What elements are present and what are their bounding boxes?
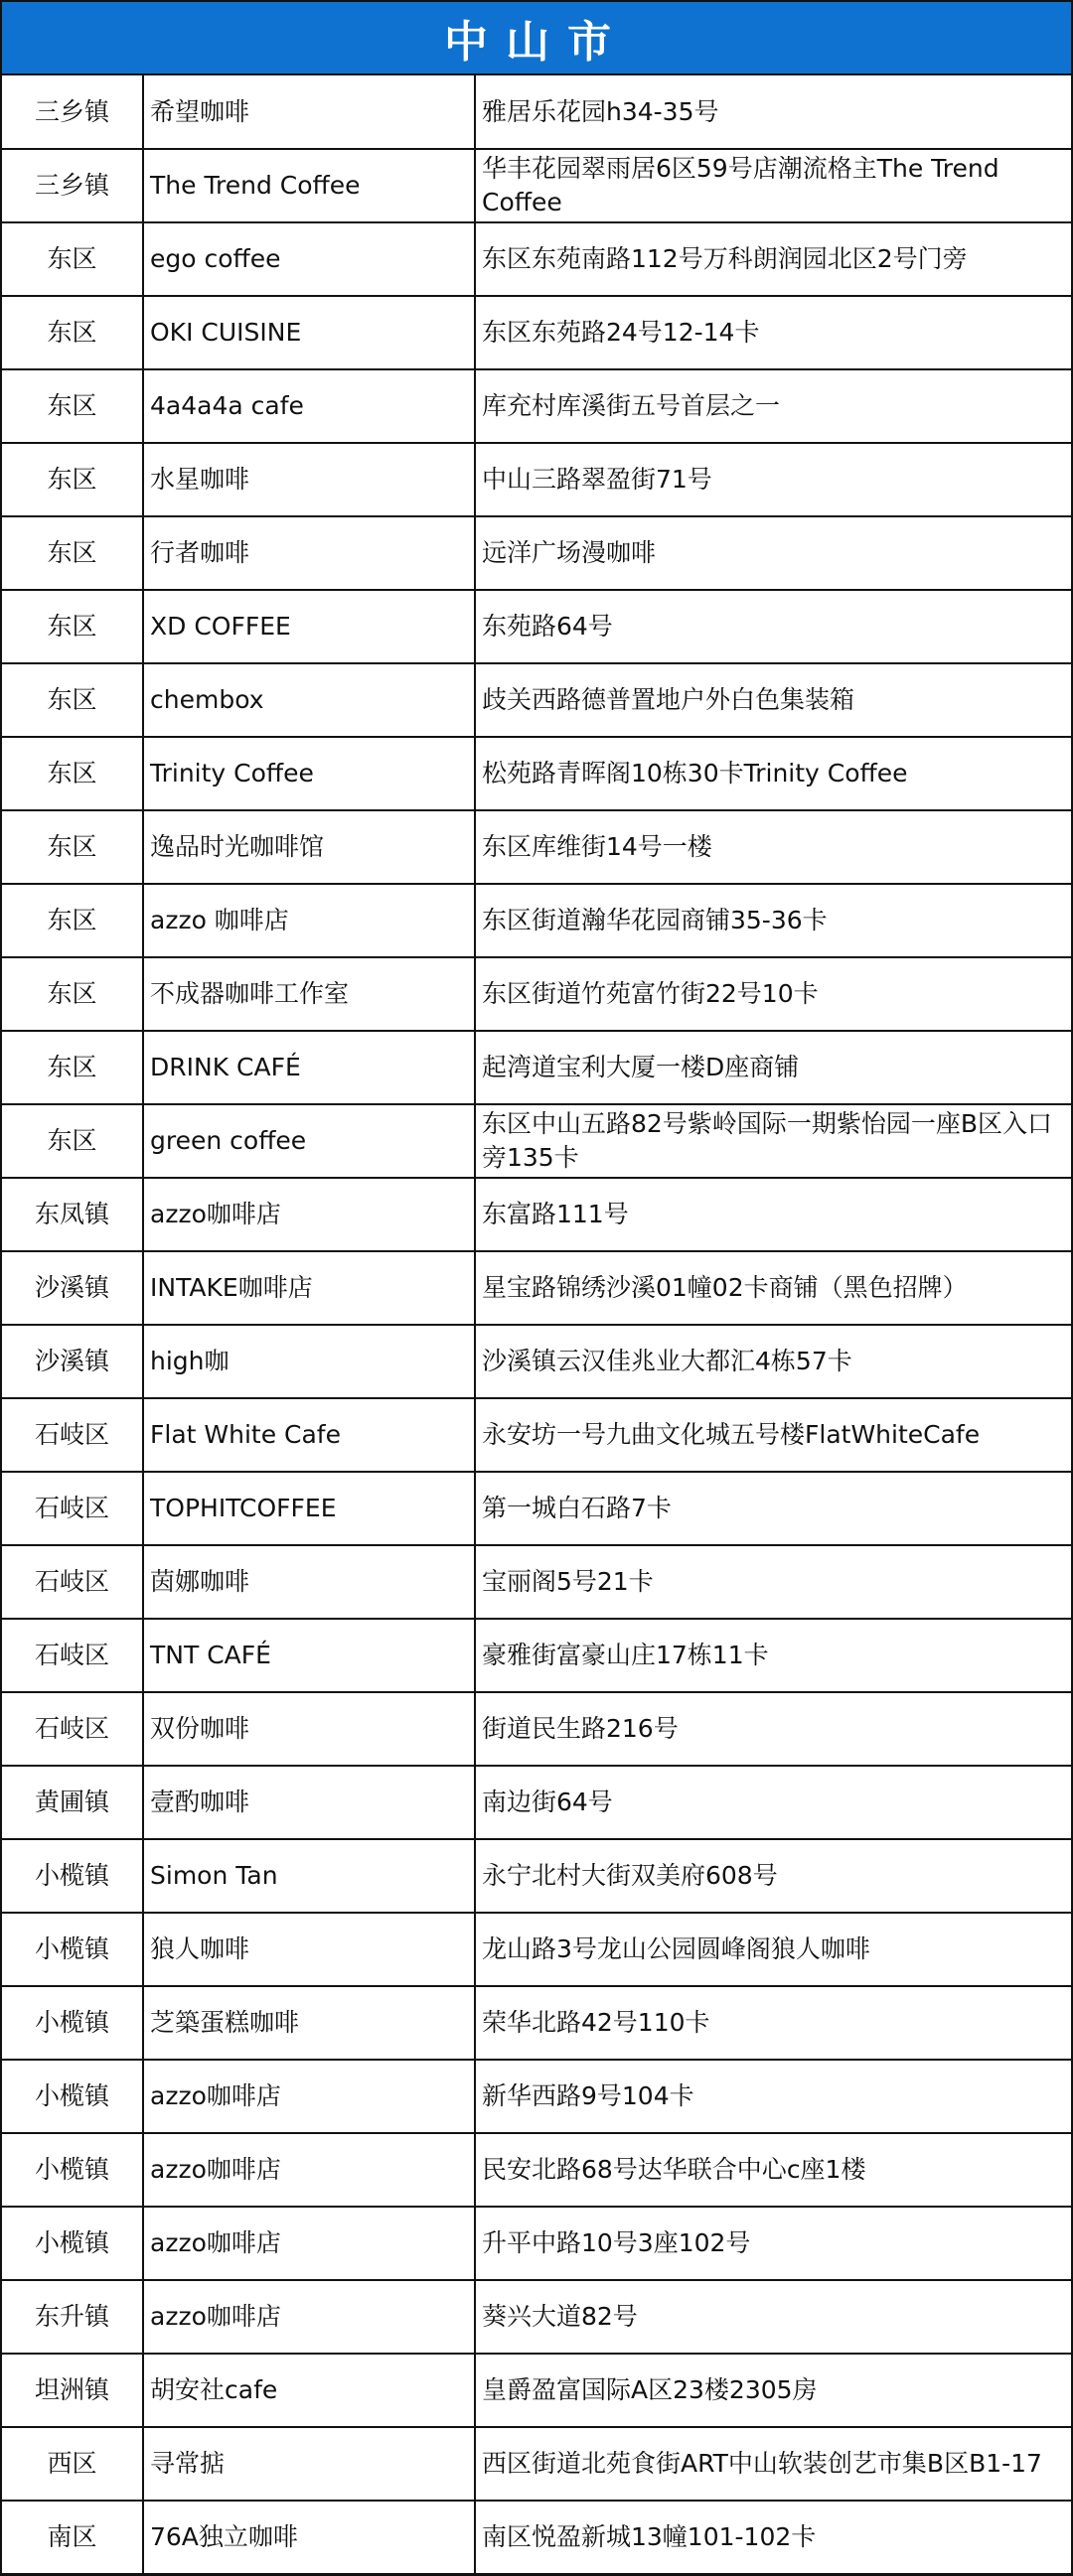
address-cell: 星宝路锦绣沙溪01幢02卡商铺（黑色招牌） (475, 1251, 1071, 1325)
address-cell: 东区街道竹苑富竹街22号10卡 (475, 957, 1071, 1031)
cafe-name-cell: 芝築蛋糕咖啡 (143, 1986, 475, 2060)
cafe-name-cell: 双份咖啡 (143, 1692, 475, 1766)
address-cell: 街道民生路216号 (475, 1692, 1071, 1766)
table-row (2, 2280, 1071, 2354)
cafe-name-cell: ego coffee (143, 222, 475, 296)
cafe-name-cell: azzo咖啡店 (143, 2060, 475, 2133)
district-cell: 东区 (2, 516, 143, 590)
address-cell: 松苑路青晖阁10栋30卡Trinity Coffee (475, 737, 1071, 810)
cafe-table (2, 75, 1071, 2575)
district-cell: 石岐区 (2, 1545, 143, 1619)
table-row (2, 957, 1071, 1031)
address-cell: 龙山路3号龙山公园圆峰阁狼人咖啡 (475, 1913, 1071, 1986)
cafe-name-cell: INTAKE咖啡店 (143, 1251, 475, 1325)
district-cell: 东区 (2, 369, 143, 443)
address-cell: 起湾道宝利大厦一楼D座商铺 (475, 1031, 1071, 1104)
district-cell: 石岐区 (2, 1398, 143, 1472)
table-row (2, 1913, 1071, 1986)
table-row (2, 1251, 1071, 1325)
cafe-name-cell: 茵娜咖啡 (143, 1545, 475, 1619)
district-cell: 东凤镇 (2, 1178, 143, 1251)
address-cell: 永宁北村大街双美府608号 (475, 1839, 1071, 1913)
district-cell: 三乡镇 (2, 75, 143, 149)
address-cell: 东区街道瀚华花园商铺35-36卡 (475, 884, 1071, 957)
table-row (2, 2427, 1071, 2501)
table-row (2, 1692, 1071, 1766)
address-cell: 升平中路10号3座102号 (475, 2207, 1071, 2280)
district-cell: 石岐区 (2, 1619, 143, 1692)
district-cell: 石岐区 (2, 1692, 143, 1766)
district-cell: 小榄镇 (2, 2207, 143, 2280)
address-cell: 东区东苑路24号12-14卡 (475, 296, 1071, 369)
district-cell: 东区 (2, 590, 143, 663)
address-cell: 歧关西路德普置地户外白色集装箱 (475, 663, 1071, 737)
district-cell: 东区 (2, 737, 143, 810)
table-row (2, 663, 1071, 737)
district-cell: 小榄镇 (2, 1986, 143, 2060)
table-row (2, 222, 1071, 296)
district-cell: 三乡镇 (2, 149, 143, 222)
page-title: 中山市 (2, 2, 1071, 75)
address-cell: 宝丽阁5号21卡 (475, 1545, 1071, 1619)
table-row (2, 443, 1071, 516)
address-cell: 荣华北路42号110卡 (475, 1986, 1071, 2060)
cafe-name-cell: XD COFFEE (143, 590, 475, 663)
cafe-name-cell: Trinity Coffee (143, 737, 475, 810)
cafe-name-cell: 寻常掂 (143, 2427, 475, 2501)
cafe-name-cell: 水星咖啡 (143, 443, 475, 516)
table-row (2, 516, 1071, 590)
cafe-name-cell: 不成器咖啡工作室 (143, 957, 475, 1031)
cafe-name-cell: Flat White Cafe (143, 1398, 475, 1472)
district-cell: 东区 (2, 296, 143, 369)
table-row (2, 296, 1071, 369)
cafe-name-cell: high咖 (143, 1325, 475, 1398)
district-cell: 沙溪镇 (2, 1325, 143, 1398)
table-row (2, 1104, 1071, 1178)
cafe-name-cell: 壹酌咖啡 (143, 1766, 475, 1839)
cafe-name-cell: azzo 咖啡店 (143, 884, 475, 957)
address-cell: 豪雅街富豪山庄17栋11卡 (475, 1619, 1071, 1692)
table-row (2, 2207, 1071, 2280)
address-cell: 皇爵盈富国际A区23楼2305房 (475, 2354, 1071, 2427)
address-cell: 沙溪镇云汉佳兆业大都汇4栋57卡 (475, 1325, 1071, 1398)
address-cell: 东富路111号 (475, 1178, 1071, 1251)
address-cell: 中山三路翠盈街71号 (475, 443, 1071, 516)
table-row (2, 737, 1071, 810)
address-cell: 华丰花园翠雨居6区59号店潮流格主The Trend Coffee (475, 149, 1071, 222)
cafe-name-cell: TNT CAFÉ (143, 1619, 475, 1692)
table-row (2, 884, 1071, 957)
cafe-name-cell: TOPHITCOFFEE (143, 1472, 475, 1545)
district-cell: 石岐区 (2, 1472, 143, 1545)
cafe-name-cell: azzo咖啡店 (143, 2280, 475, 2354)
cafe-name-cell: 76A独立咖啡 (143, 2501, 475, 2574)
table-row (2, 1839, 1071, 1913)
district-cell: 东区 (2, 663, 143, 737)
cafe-name-cell: 逸品时光咖啡馆 (143, 810, 475, 884)
table-row (2, 1472, 1071, 1545)
district-cell: 东升镇 (2, 2280, 143, 2354)
address-cell: 东区库维街14号一楼 (475, 810, 1071, 884)
table-row (2, 1398, 1071, 1472)
district-cell: 东区 (2, 1104, 143, 1178)
district-cell: 东区 (2, 957, 143, 1031)
cafe-name-cell: azzo咖啡店 (143, 1178, 475, 1251)
table-row (2, 2060, 1071, 2133)
table-row (2, 1766, 1071, 1839)
district-cell: 东区 (2, 884, 143, 957)
cafe-name-cell: 希望咖啡 (143, 75, 475, 149)
cafe-name-cell: OKI CUISINE (143, 296, 475, 369)
cafe-name-cell: 胡安社cafe (143, 2354, 475, 2427)
table-row (2, 1619, 1071, 1692)
table-row (2, 1986, 1071, 2060)
district-cell: 黄圃镇 (2, 1766, 143, 1839)
table-row (2, 2133, 1071, 2207)
table-row (2, 2501, 1071, 2574)
address-cell: 远洋广场漫咖啡 (475, 516, 1071, 590)
cafe-table-body (2, 75, 1071, 2574)
address-cell: 东区中山五路82号紫岭国际一期紫怡园一座B区入口旁135卡 (475, 1104, 1071, 1178)
district-cell: 小榄镇 (2, 1839, 143, 1913)
district-cell: 小榄镇 (2, 2133, 143, 2207)
cafe-name-cell: 狼人咖啡 (143, 1913, 475, 1986)
address-cell: 东区东苑南路112号万科朗润园北区2号门旁 (475, 222, 1071, 296)
district-cell: 南区 (2, 2501, 143, 2574)
table-row (2, 590, 1071, 663)
table-row (2, 1031, 1071, 1104)
table-row (2, 1545, 1071, 1619)
address-cell: 南区悦盈新城13幢101-102卡 (475, 2501, 1071, 2574)
district-cell: 西区 (2, 2427, 143, 2501)
district-cell: 小榄镇 (2, 1913, 143, 1986)
district-cell: 沙溪镇 (2, 1251, 143, 1325)
table-row (2, 2354, 1071, 2427)
address-cell: 雅居乐花园h34-35号 (475, 75, 1071, 149)
district-cell: 东区 (2, 443, 143, 516)
address-cell: 永安坊一号九曲文化城五号楼FlatWhiteCafe (475, 1398, 1071, 1472)
address-cell: 民安北路68号达华联合中心c座1楼 (475, 2133, 1071, 2207)
table-row (2, 75, 1071, 149)
district-cell: 东区 (2, 222, 143, 296)
address-cell: 葵兴大道82号 (475, 2280, 1071, 2354)
cafe-name-cell: green coffee (143, 1104, 475, 1178)
cafe-name-cell: chembox (143, 663, 475, 737)
table-row (2, 1178, 1071, 1251)
address-cell: 第一城白石路7卡 (475, 1472, 1071, 1545)
table-row (2, 369, 1071, 443)
address-cell: 西区街道北苑食街ART中山软装创艺市集B区B1-17 (475, 2427, 1071, 2501)
table-row (2, 810, 1071, 884)
cafe-name-cell: 4a4a4a cafe (143, 369, 475, 443)
cafe-name-cell: DRINK CAFÉ (143, 1031, 475, 1104)
district-cell: 东区 (2, 810, 143, 884)
cafe-name-cell: The Trend Coffee (143, 149, 475, 222)
cafe-name-cell: azzo咖啡店 (143, 2133, 475, 2207)
cafe-name-cell: 行者咖啡 (143, 516, 475, 590)
district-cell: 坦洲镇 (2, 2354, 143, 2427)
table-row (2, 149, 1071, 222)
address-cell: 新华西路9号104卡 (475, 2060, 1071, 2133)
address-cell: 库充村库溪街五号首层之一 (475, 369, 1071, 443)
address-cell: 东苑路64号 (475, 590, 1071, 663)
cafe-name-cell: azzo咖啡店 (143, 2207, 475, 2280)
cafe-name-cell: Simon Tan (143, 1839, 475, 1913)
district-cell: 东区 (2, 1031, 143, 1104)
table-row (2, 1325, 1071, 1398)
district-cell: 小榄镇 (2, 2060, 143, 2133)
address-cell: 南边街64号 (475, 1766, 1071, 1839)
